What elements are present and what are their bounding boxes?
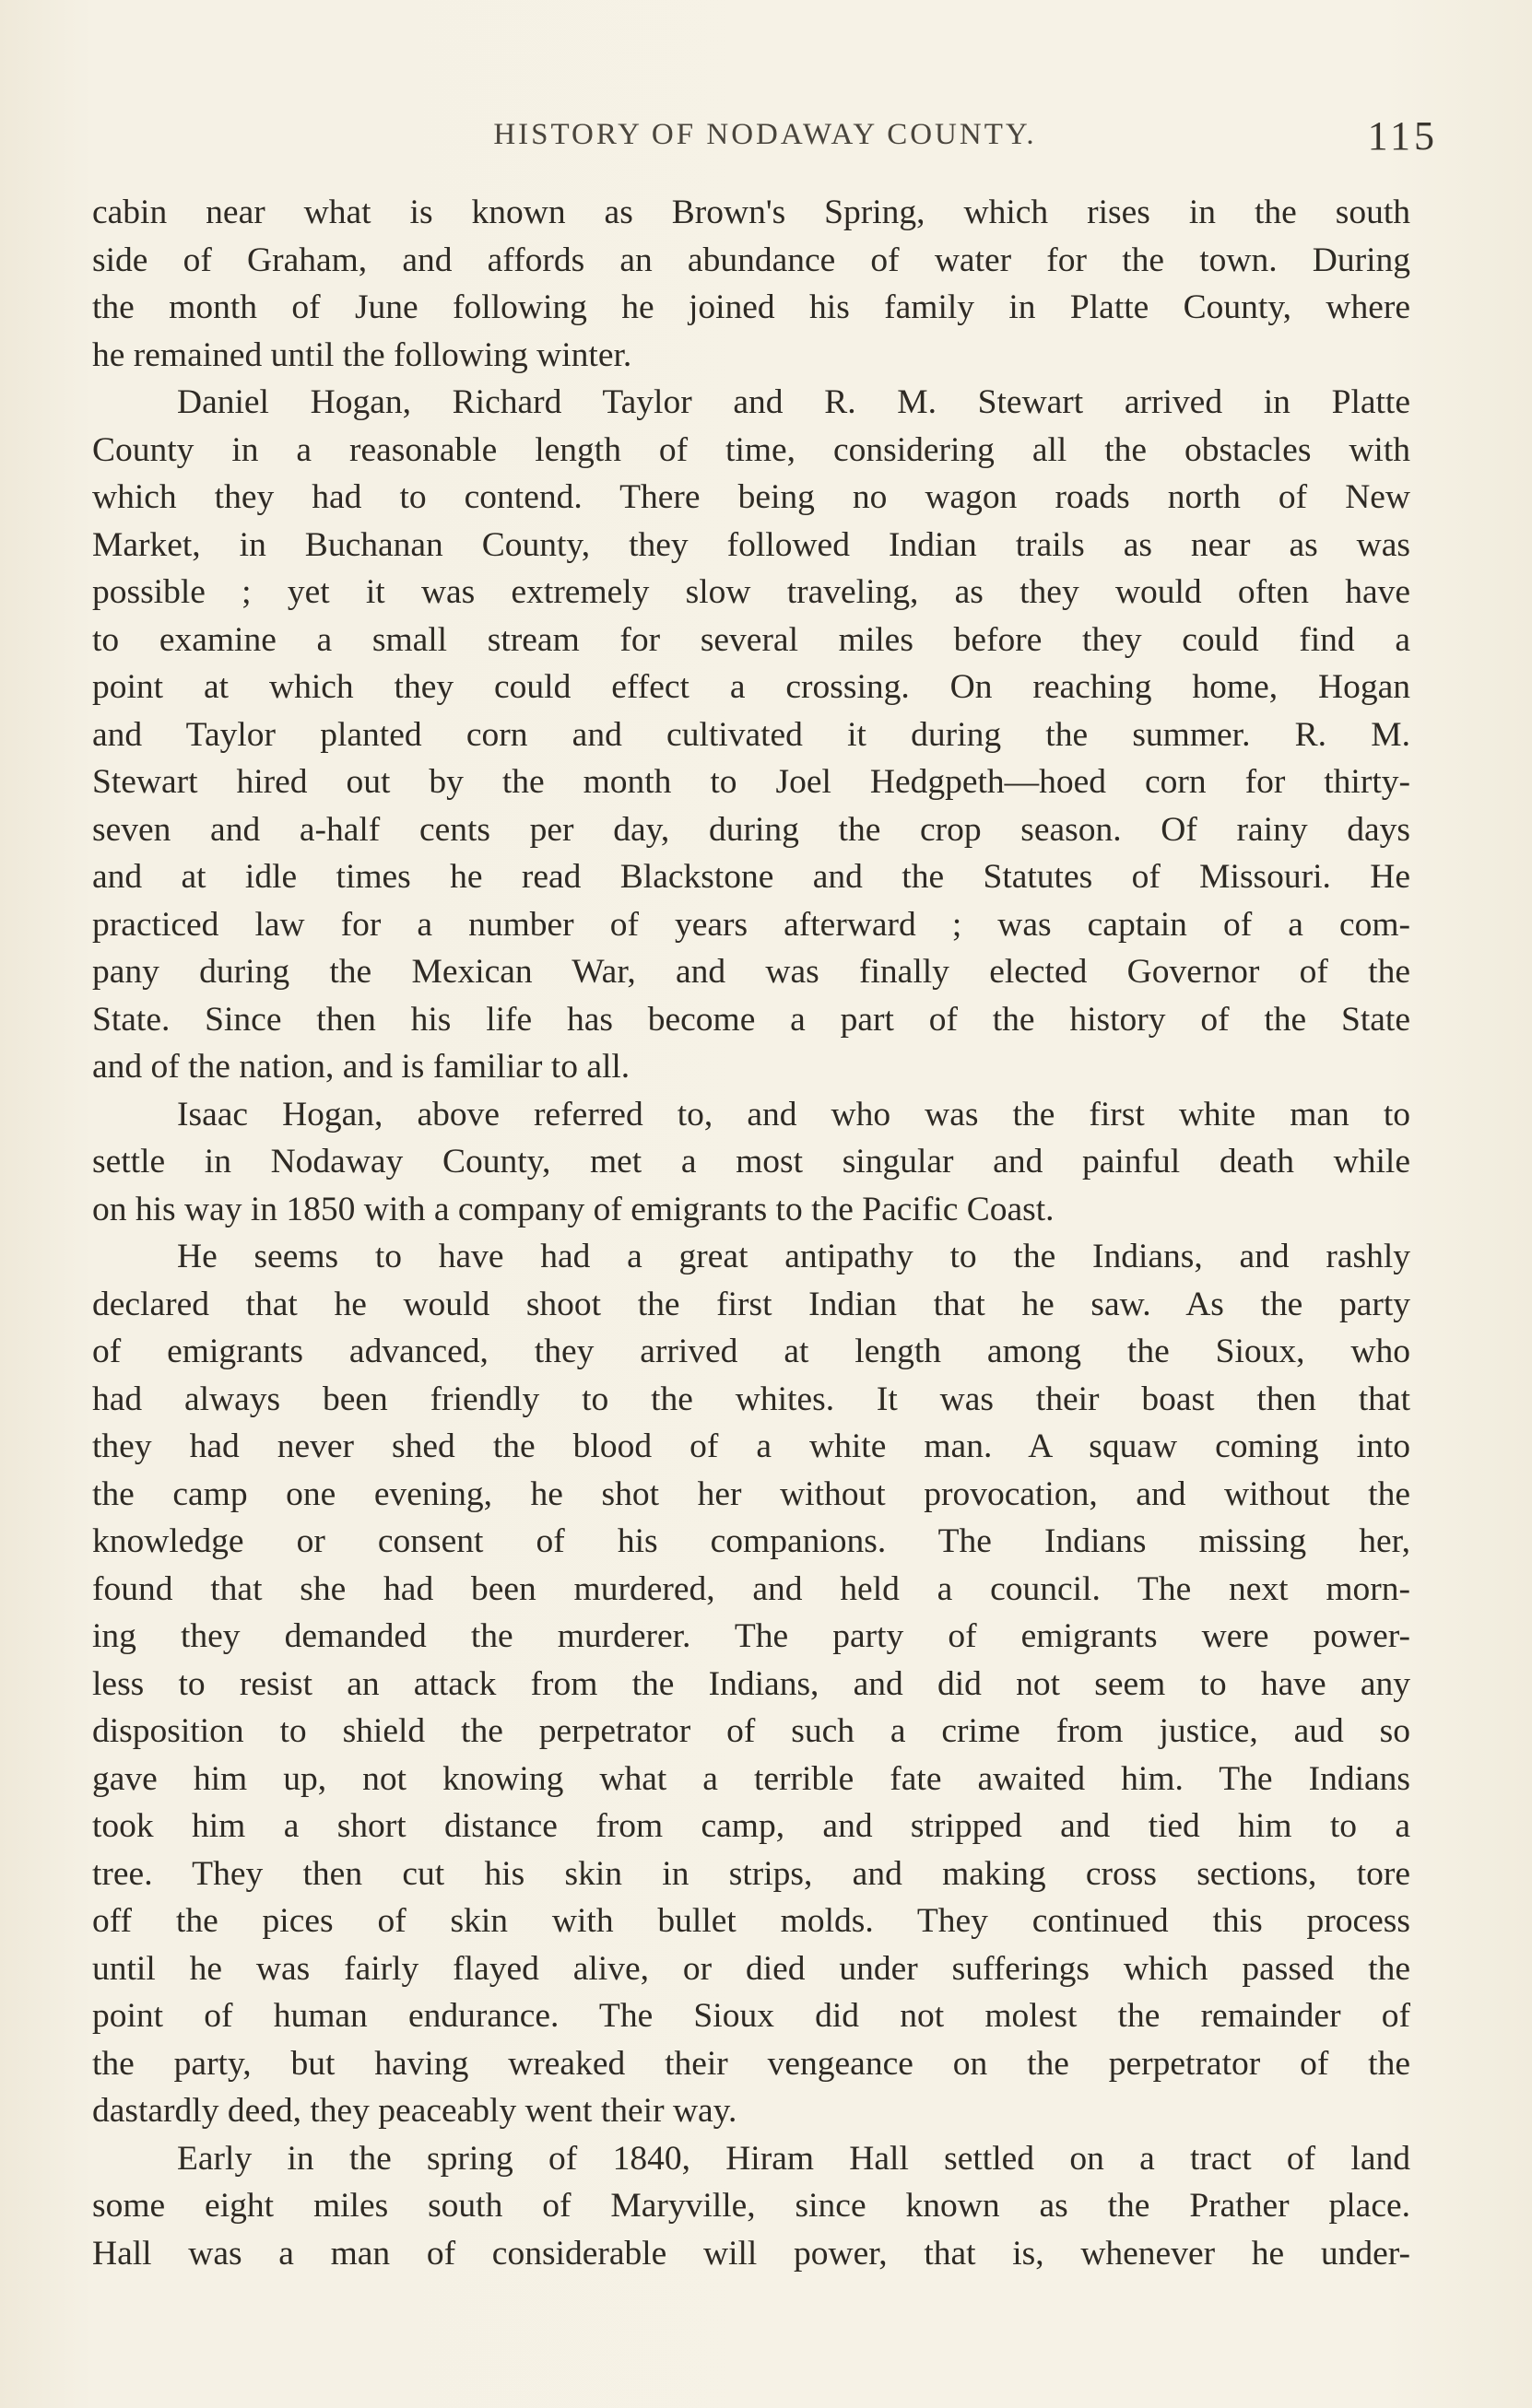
text-line: Daniel Hogan, Richard Taylor and R. M. Stewart arrived in Platte: [177, 383, 1410, 421]
text-line: He seems to have had a great antipathy to the Indians, and rashly: [177, 1238, 1410, 1275]
text-line: gave him up, not knowing what a terrible fate awaited him. The Indians: [92, 1759, 1410, 1798]
text-line: dastardly deed, they peaceably went their way.: [92, 2092, 737, 2130]
text-line: less to resist an attack from the Indians, and did not seem to have any: [92, 1664, 1410, 1703]
text-line: had always been friendly to the whites. It was their boast then that: [92, 1380, 1410, 1418]
text-line: to examine a small stream for several miles before they could find a: [92, 620, 1410, 659]
text-line: until he was fairly flayed alive, or died under sufferings which passed the: [92, 1949, 1410, 1988]
text-line: and at idle times he read Blackstone and the Statutes of Missouri. He: [92, 858, 1410, 896]
text-line: knowledge or consent of his companions. The Indians missing her,: [92, 1522, 1410, 1560]
body-text: [92, 189, 1410, 2277]
text-line: Early in the spring of 1840, Hiram Hall settled on a tract of land: [177, 2139, 1410, 2178]
text-line: which they had to contend. There being no wagon roads north of New: [92, 478, 1410, 516]
text-line: point of human endurance. The Sioux did not molest the remainder of: [92, 1997, 1410, 2035]
text-line: they had never shed the blood of a white man. A squaw coming into: [92, 1427, 1410, 1465]
text-line: took him a short distance from camp, and stripped and tied him to a: [92, 1807, 1410, 1845]
text-line: Stewart hired out by the month to Joel Hedgpeth—hoed corn for thirty-: [92, 763, 1410, 801]
text-line: State. Since then his life has become a part of the history of the State: [92, 1000, 1410, 1039]
text-line: and of the nation, and is familiar to all.: [92, 1048, 630, 1086]
text-line: settle in Nodaway County, met a most singular and painful death while: [92, 1143, 1410, 1181]
text-line: seven and a-half cents per day, during the crop season. Of rainy days: [92, 810, 1410, 849]
text-line: some eight miles south of Maryville, since known as the Prather place.: [92, 2187, 1410, 2225]
text-line: pany during the Mexican War, and was finally elected Governor of the: [92, 953, 1410, 991]
text-line: ing they demanded the murderer. The party of emigrants were power-: [92, 1617, 1410, 1655]
text-line: declared that he would shoot the first Indian that he saw. As the party: [92, 1285, 1410, 1323]
text-line: practiced law for a number of years afterward ; was captain of a com-: [92, 905, 1410, 944]
text-line: the party, but having wreaked their vengeance on the perpetrator of the: [92, 2044, 1410, 2083]
text-line: found that she had been murdered, and held a council. The next morn-: [92, 1569, 1410, 1608]
text-line: side of Graham, and affords an abundance of water for the town. During: [92, 241, 1410, 279]
text-line: tree. They then cut his skin in strips, and making cross sections, tore: [92, 1854, 1410, 1893]
running-head: [92, 111, 1438, 166]
text-line: point at which they could effect a crossing. On reaching home, Hogan: [92, 668, 1410, 706]
page-number: 115: [1367, 113, 1438, 159]
text-line: off the pices of skin with bullet molds. They continued this process: [92, 1902, 1410, 1940]
text-line: he remained until the following winter.: [92, 335, 632, 374]
text-line: Market, in Buchanan County, they followed Indian trails as near as was: [92, 525, 1410, 564]
text-line: possible ; yet it was extremely slow traveling, as they would often have: [92, 573, 1410, 611]
text-line: County in a reasonable length of time, considering all the obstacles with: [92, 430, 1410, 469]
text-line: the month of June following he joined his family in Platte County, where: [92, 288, 1410, 326]
running-title: HISTORY OF NODAWAY COUNTY.: [493, 118, 1037, 151]
text-line: disposition to shield the perpetrator of such a crime from justice, aud so: [92, 1712, 1410, 1750]
text-line: Isaac Hogan, above referred to, and who was the first white man to: [177, 1095, 1410, 1134]
text-line: of emigrants advanced, they arrived at length among the Sioux, who: [92, 1333, 1410, 1370]
text-line: cabin near what is known as Brown's Spring, which rises in the south: [92, 194, 1410, 231]
text-line: Hall was a man of considerable will power, that is, whenever he under-: [92, 2234, 1410, 2273]
text-line: and Taylor planted corn and cultivated it during the summer. R. M.: [92, 715, 1410, 754]
text-line: the camp one evening, he shot her without provocation, and without the: [92, 1474, 1410, 1513]
text-line: on his way in 1850 with a company of emigrants to the Pacific Coast.: [92, 1190, 1055, 1228]
